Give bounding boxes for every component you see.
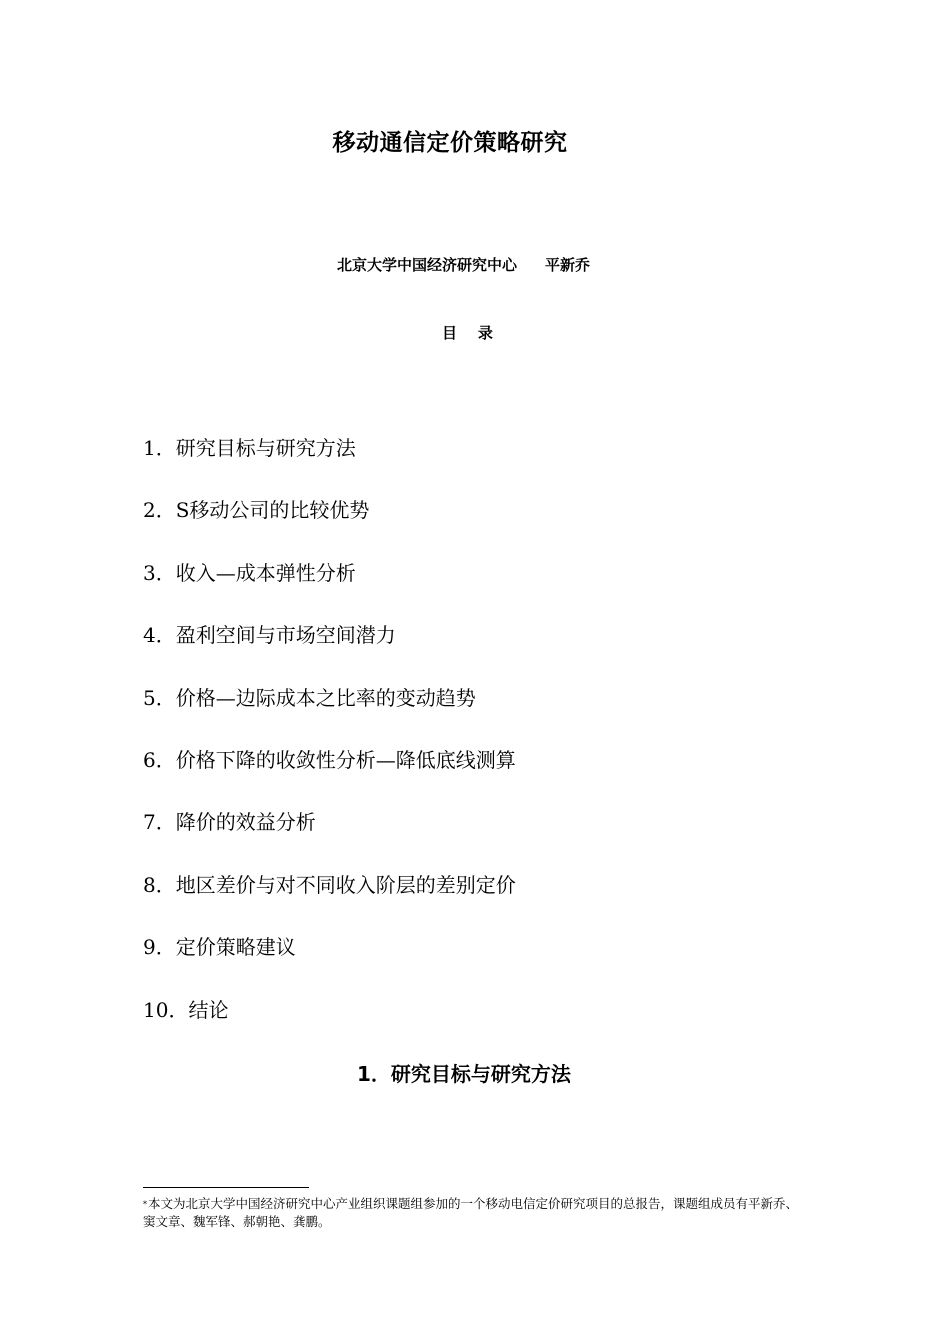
toc-item: 4．盈利空间与市场空间潜力 (143, 623, 396, 648)
footnote (143, 1195, 803, 1231)
affiliation: 北京大学中国经济研究中心 (337, 256, 518, 274)
document-title: 移动通信定价策略研究 (332, 130, 568, 156)
toc-item: 7．降价的效益分析 (143, 810, 316, 835)
toc-heading: 目 录 (442, 324, 493, 342)
toc-item: 3．收入—成本弹性分析 (143, 560, 356, 585)
footnote-marker: * (143, 1200, 147, 1209)
toc-item: 8．地区差价与对不同收入阶层的差别定价 (143, 872, 516, 897)
footnote-divider (143, 1187, 309, 1188)
section-heading: 1．研究目标与研究方法 (357, 1062, 571, 1086)
author-line (337, 254, 590, 275)
toc-item: 10．结论 (143, 997, 229, 1022)
author-name: 平新乔 (545, 256, 591, 274)
table-of-contents (143, 432, 516, 1056)
toc-item: 2．S移动公司的比较优势 (143, 498, 370, 523)
toc-item: 9．定价策略建议 (143, 935, 296, 960)
toc-item: 6．价格下降的收敛性分析—降低底线测算 (143, 747, 516, 772)
toc-item: 1．研究目标与研究方法 (143, 436, 356, 460)
toc-item: 5．价格—边际成本之比率的变动趋势 (143, 685, 476, 710)
footnote-text: 本文为北京大学中国经济研究中心产业组织课题组参加的一个移动电信定价研究项目的总报告，课题组成员有平新乔、窦文章、魏军锋、郝朝艳、龚鹏。 (143, 1196, 799, 1229)
